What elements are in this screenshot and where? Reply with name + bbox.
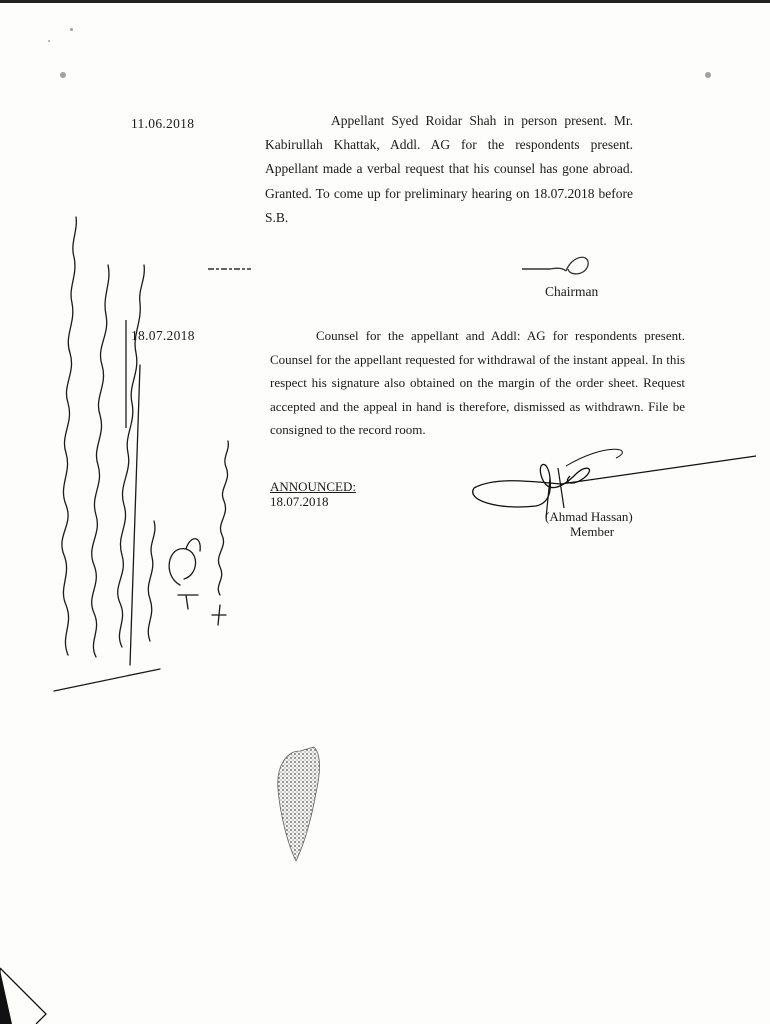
ink-blot — [274, 745, 334, 865]
announced-label: ANNOUNCED: — [270, 479, 356, 494]
scan-speck — [60, 72, 66, 78]
chairman-title: Chairman — [545, 284, 599, 299]
announcement — [270, 479, 356, 509]
stray-mark — [207, 266, 253, 272]
order-2-text — [270, 324, 685, 442]
page-corner — [0, 964, 60, 1024]
order-1-body: Appellant Syed Roidar Shah in person present. Mr. Kabirullah Khattak, Addl. AG for the respondents present. Appellant made a verbal request that his counsel has gone abroad. Granted. To come up for preliminary hearing on 18.07.2018 before S.B. — [265, 113, 633, 225]
order-2-body: Counsel for the appellant and Addl: AG for respondents present. Counsel for the appellant requested for withdrawal of the instant appeal. In this respect his signature also obtained on the margin of the order sheet. Request accepted and the appeal in hand is therefore, dismissed as withdrawn. File be consigned to the record room. — [270, 328, 685, 438]
margin-handwritten-note — [50, 195, 200, 695]
margin-rule — [124, 320, 128, 430]
member-name: (Ahmad Hassan) — [545, 509, 633, 524]
scan-speck — [705, 72, 711, 78]
scan-speck — [70, 28, 73, 31]
page-top-edge — [0, 0, 770, 3]
chairman-signature — [520, 253, 600, 283]
order-1-date: 11.06.2018 — [131, 116, 195, 131]
announced-date: 18.07.2018 — [270, 494, 329, 509]
scan-speck — [48, 40, 50, 42]
member-title: Member — [570, 524, 615, 539]
order-2-date: 18.07.2018 — [131, 328, 195, 343]
order-1-text — [265, 109, 633, 230]
